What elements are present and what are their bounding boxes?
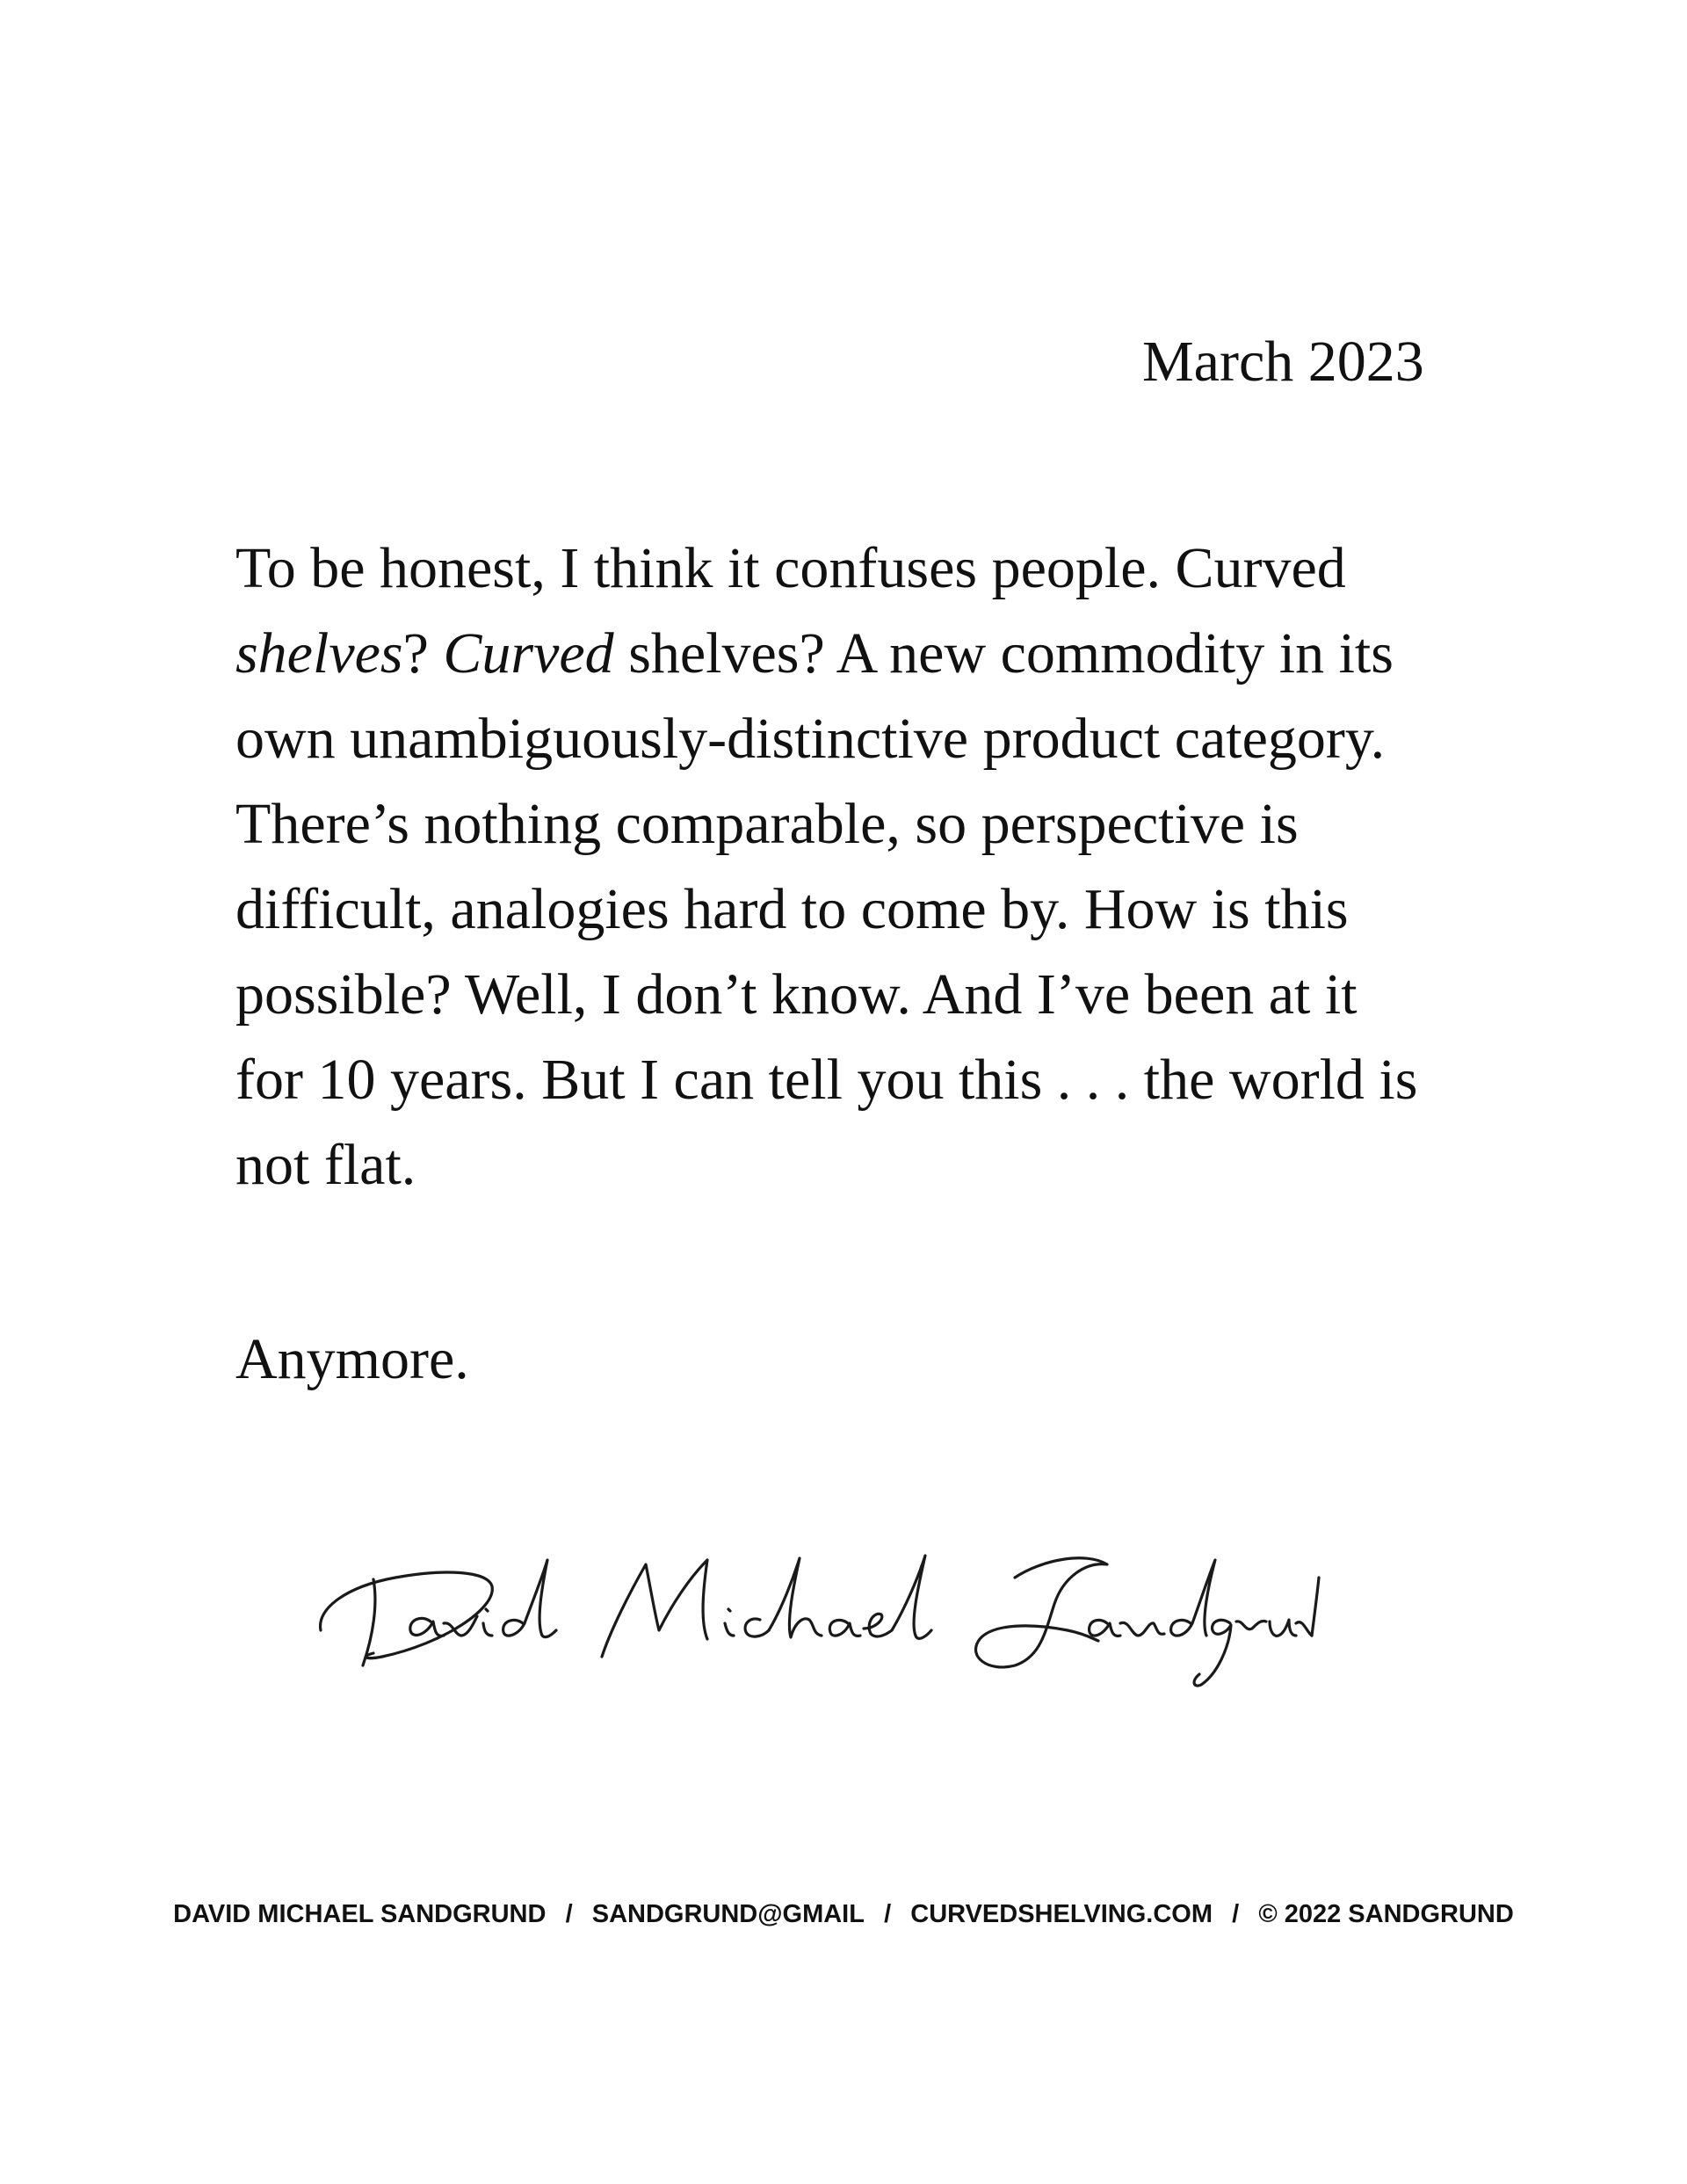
signature-michael	[602, 1556, 931, 1657]
body-line	[235, 1122, 1536, 1208]
body-text: possible? Well, I don’t know. And I’ve been at it	[235, 962, 1358, 1027]
body-line	[235, 781, 1536, 867]
footer-contact-line	[0, 1897, 1687, 1932]
letter-body	[235, 526, 1536, 1208]
signature-david	[321, 1560, 556, 1665]
signature-sandgrund	[976, 1558, 1319, 1686]
footer-item: CURVEDSHELVING.COM	[910, 1900, 1213, 1928]
body-italic-text: shelves	[235, 621, 403, 686]
footer-separator: /	[551, 1900, 587, 1928]
body-italic-text: Curved	[443, 621, 614, 686]
footer-item: DAVID MICHAEL SANDGRUND	[173, 1900, 547, 1928]
body-line	[235, 1037, 1536, 1122]
body-line	[235, 696, 1536, 781]
body-line	[235, 952, 1536, 1037]
body-line	[235, 867, 1536, 952]
body-text: not flat.	[235, 1133, 416, 1197]
body-text: shelves? A new commodity in its	[613, 621, 1394, 686]
body-text: own unambiguously-distinctive product category.	[235, 707, 1386, 771]
handwritten-signature	[312, 1525, 1322, 1692]
body-text: ?	[402, 621, 444, 686]
footer-separator: /	[1218, 1900, 1254, 1928]
body-text: for 10 years. But I can tell you this . . . the world is	[235, 1048, 1418, 1112]
letter-closing: Anymore.	[235, 1327, 469, 1391]
body-line	[235, 526, 1536, 611]
footer-item: © 2022 SANDGRUND	[1258, 1900, 1514, 1928]
body-line	[235, 611, 1536, 696]
body-text: To be honest, I think it confuses people. Curved	[235, 536, 1346, 600]
body-text: There’s nothing comparable, so perspective is	[235, 792, 1299, 856]
footer-item: SANDGRUND@GMAIL	[591, 1900, 865, 1928]
letter-date: March 2023	[1142, 330, 1424, 394]
footer-separator: /	[869, 1900, 906, 1928]
body-text: difficult, analogies hard to come by. How is this	[235, 877, 1349, 941]
